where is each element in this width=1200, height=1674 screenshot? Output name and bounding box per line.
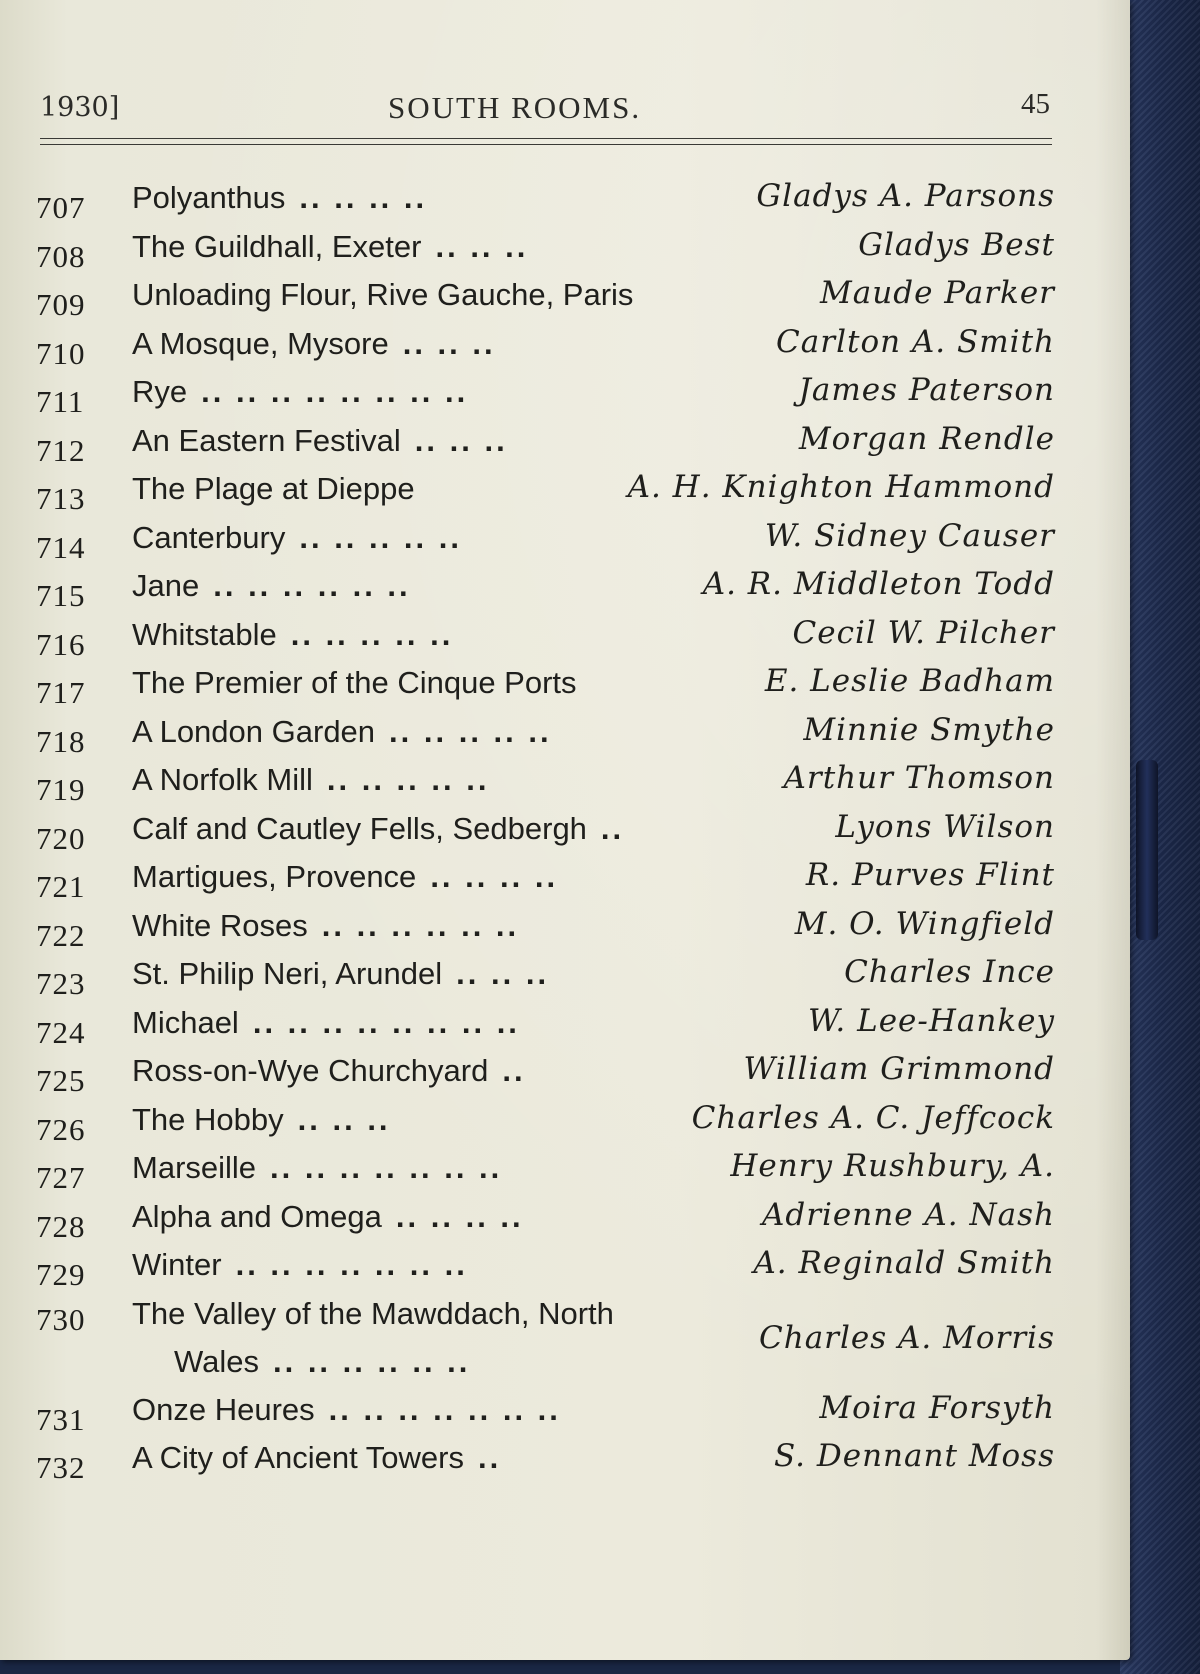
entry-title-text: A Mosque, Mysore: [132, 325, 389, 361]
entry-artist: Cecil W. Pilcher: [792, 614, 1055, 651]
entry-artist: Charles A. Morris: [759, 1319, 1055, 1356]
entry-artist: E. Leslie Badham: [764, 663, 1055, 699]
entry-number: 714: [36, 529, 86, 565]
entry-title: [132, 714, 552, 750]
entry-number: 730: [36, 1301, 86, 1337]
entry-title: [132, 859, 558, 895]
entry-artist: Gladys Best: [858, 226, 1055, 263]
entry-title: [132, 1005, 520, 1041]
entry-number: 728: [36, 1208, 86, 1244]
page-number: 45: [1021, 88, 1050, 120]
catalogue-entry: [36, 324, 1071, 373]
catalogue-entry: [36, 421, 1071, 470]
entry-number: 708: [36, 238, 86, 274]
entry-number: 729: [36, 1257, 86, 1292]
bookmark-ribbon: [1136, 760, 1158, 940]
entry-number: 712: [36, 432, 86, 468]
entry-artist: W. Lee-Hankey: [807, 1002, 1055, 1039]
entry-number: 726: [36, 1111, 86, 1147]
catalogue-entry: [36, 469, 1071, 518]
leader-dots: .. .. .. ..: [299, 180, 428, 215]
catalogue-entries: [36, 178, 1071, 1487]
entry-title: [132, 180, 427, 216]
entry-number: 717: [36, 675, 86, 710]
entry-title-text: The Valley of the Mawddach, North: [132, 1295, 614, 1331]
entry-title: [132, 326, 496, 362]
entry-number: 725: [36, 1063, 86, 1098]
catalogue-entry: [36, 566, 1071, 615]
book-binding: [1120, 0, 1200, 1674]
header-rule-double: [40, 144, 1052, 145]
leader-dots: .. .. .. .. .. .. .. ..: [201, 374, 469, 409]
entry-title-text: White Roses: [132, 907, 308, 943]
leader-dots: .. .. .. .. .. .. ..: [270, 1150, 503, 1185]
entry-number: 713: [36, 481, 86, 516]
entry-title-text: Canterbury: [132, 519, 286, 555]
entry-artist: Charles A. C. Jeffcock: [691, 1099, 1055, 1136]
entry-title: [132, 1296, 614, 1332]
leader-dots: .. .. ..: [435, 228, 529, 264]
entry-title: [132, 423, 508, 459]
catalogue-entry: [36, 178, 1071, 227]
catalogue-entry: [36, 372, 1071, 421]
entry-title-text: St. Philip Neri, Arundel: [132, 956, 443, 991]
leader-dots: .. .. ..: [402, 325, 496, 361]
leader-dots: .. .. .. ..: [430, 859, 559, 894]
entry-title-text: The Plage at Dieppe: [132, 471, 415, 506]
entry-artist: Henry Rushbury, A.: [730, 1148, 1055, 1184]
catalogue-entry: [36, 712, 1071, 761]
leader-dots: ..: [477, 1440, 502, 1475]
entry-title: [132, 1102, 391, 1138]
catalogue-entry: [36, 663, 1071, 712]
entry-title-text: Marseille: [132, 1150, 257, 1185]
catalogue-entry: [36, 1197, 1071, 1246]
leader-dots: .. .. .. .. .. .. ..: [235, 1247, 468, 1282]
catalogue-entry: [36, 227, 1071, 276]
entry-number: 716: [36, 626, 86, 662]
leader-dots: .. .. .. .. .. ..: [272, 1343, 471, 1379]
entry-number: 710: [36, 335, 86, 371]
entry-artist: S. Dennant Moss: [774, 1438, 1055, 1474]
catalogue-entry: [36, 1003, 1071, 1052]
leader-dots: .. .. .. .. ..: [299, 519, 462, 555]
entry-title: [132, 956, 549, 992]
entry-title-text: Whitstable: [132, 616, 277, 652]
entry-number: 709: [36, 287, 86, 322]
entry-title-text: The Guildhall, Exeter: [132, 228, 422, 264]
entry-title-text: Unloading Flour, Rive Gauche, Paris: [132, 277, 634, 312]
entry-artist: James Paterson: [798, 372, 1055, 408]
entry-number: 719: [36, 772, 86, 807]
entry-number: 715: [36, 578, 86, 613]
entry-title-text: An Eastern Festival: [132, 422, 401, 458]
leader-dots: ..: [600, 810, 625, 846]
entry-title-text: A Norfolk Mill: [132, 762, 313, 797]
entry-title-text: Calf and Cautley Fells, Sedbergh: [132, 810, 587, 846]
entry-title-continued: [174, 1344, 470, 1380]
entry-title-text: Alpha and Omega: [132, 1198, 382, 1234]
catalogue-entry: [36, 1390, 1071, 1439]
leader-dots: .. .. .. .. .. .. .. ..: [252, 1004, 520, 1040]
entry-number: 731: [36, 1401, 86, 1437]
leader-dots: ..: [502, 1053, 526, 1088]
entry-title: [132, 568, 411, 604]
entry-title: [132, 374, 468, 410]
entry-title-text: The Premier of the Cinque Ports: [132, 665, 577, 700]
leader-dots: .. .. .. .. .. .. ..: [328, 1391, 561, 1427]
entry-title-text: A London Garden: [132, 713, 376, 749]
leader-dots: .. .. .. .. ..: [389, 713, 552, 749]
entry-title-text: Martigues, Provence: [132, 859, 417, 894]
leader-dots: .. .. ..: [456, 956, 550, 991]
catalogue-entry: [36, 954, 1071, 1003]
header-title: SOUTH ROOMS.: [388, 90, 642, 125]
catalogue-entry: [36, 518, 1071, 567]
entry-artist: Moira Forsyth: [819, 1389, 1055, 1426]
leader-dots: .. .. ..: [414, 422, 508, 458]
entry-title-text: Polyanthus: [132, 180, 286, 215]
entry-title-text: Ross-on-Wye Churchyard: [132, 1053, 489, 1088]
entry-artist: A. Reginald Smith: [753, 1245, 1055, 1281]
entry-artist: Adrienne A. Nash: [761, 1196, 1055, 1233]
entry-artist: R. Purves Flint: [805, 857, 1055, 893]
entry-title: [132, 908, 519, 944]
entry-title: [132, 811, 624, 847]
entry-title-text: A City of Ancient Towers: [132, 1440, 464, 1475]
entry-artist: Charles Ince: [844, 954, 1055, 990]
entry-number: 724: [36, 1014, 86, 1050]
entry-title-text: Jane: [132, 568, 200, 603]
entry-number: 721: [36, 869, 86, 904]
entry-title-text: Michael: [132, 1004, 239, 1040]
catalogue-entry: [36, 809, 1071, 858]
entry-title-text: Rye: [132, 374, 188, 409]
catalogue-entry: [36, 1148, 1071, 1197]
entry-title: [132, 1440, 501, 1476]
leader-dots: .. .. .. ..: [395, 1198, 524, 1234]
catalogue-entry: [36, 1438, 1071, 1487]
entry-title: [132, 277, 647, 313]
entry-number: 723: [36, 966, 86, 1001]
entry-artist: W. Sidney Causer: [764, 517, 1055, 554]
entry-title: [132, 1199, 524, 1235]
catalogue-entry: [36, 1245, 1071, 1294]
entry-number: 732: [36, 1450, 86, 1485]
catalogue-entry: [36, 275, 1071, 324]
entry-artist: Arthur Thomson: [783, 760, 1055, 796]
entry-title: [132, 1247, 468, 1283]
entry-artist: Carlton A. Smith: [776, 323, 1055, 360]
entry-title: [132, 1150, 502, 1186]
entry-title-text: Winter: [132, 1247, 222, 1282]
entry-title: [132, 229, 528, 265]
catalogue-entry: [36, 1294, 1071, 1390]
entry-artist: William Grimmond: [743, 1051, 1055, 1087]
entry-title: [132, 665, 591, 701]
entry-title: [132, 1392, 561, 1428]
leader-dots: .. .. .. .. .. ..: [321, 907, 520, 943]
leader-dots: .. .. .. .. ..: [326, 762, 490, 797]
entry-number: 727: [36, 1160, 86, 1195]
entry-title: [132, 520, 462, 556]
leader-dots: .. .. .. .. .. ..: [213, 568, 411, 603]
entry-artist: A. H. Knighton Hammond: [627, 469, 1055, 505]
page-header: [40, 84, 1050, 134]
entry-number: 722: [36, 917, 86, 953]
leader-dots: .. .. ..: [297, 1101, 391, 1137]
entry-artist: Morgan Rendle: [798, 420, 1055, 457]
header-rule: [40, 138, 1052, 139]
catalogue-entry: [36, 857, 1071, 906]
catalogue-entry: [36, 760, 1071, 809]
entry-artist: A. R. Middleton Todd: [702, 566, 1055, 602]
entry-title: [132, 471, 429, 507]
entry-artist: Maude Parker: [820, 275, 1055, 311]
entry-artist: M. O. Wingfield: [794, 905, 1055, 942]
entry-artist: Lyons Wilson: [835, 808, 1055, 845]
entry-title-text: Onze Heures: [132, 1391, 315, 1427]
catalogue-entry: [36, 1051, 1071, 1100]
entry-number: 707: [36, 190, 86, 225]
leader-dots: .. .. .. .. ..: [290, 616, 454, 652]
entry-title-line2: Wales: [174, 1343, 259, 1379]
catalogue-entry: [36, 1100, 1071, 1149]
entry-number: 711: [36, 384, 85, 419]
entry-title: [132, 762, 489, 798]
entry-artist: Minnie Smythe: [803, 711, 1055, 748]
entry-artist: Gladys A. Parsons: [756, 178, 1055, 214]
header-year: 1930]: [40, 92, 120, 123]
entry-number: 718: [36, 723, 86, 759]
entry-number: 720: [36, 820, 86, 856]
catalogue-entry: [36, 615, 1071, 664]
entry-title: [132, 617, 453, 653]
entry-title: [132, 1053, 526, 1089]
catalogue-entry: [36, 906, 1071, 955]
entry-title-text: The Hobby: [132, 1101, 284, 1137]
